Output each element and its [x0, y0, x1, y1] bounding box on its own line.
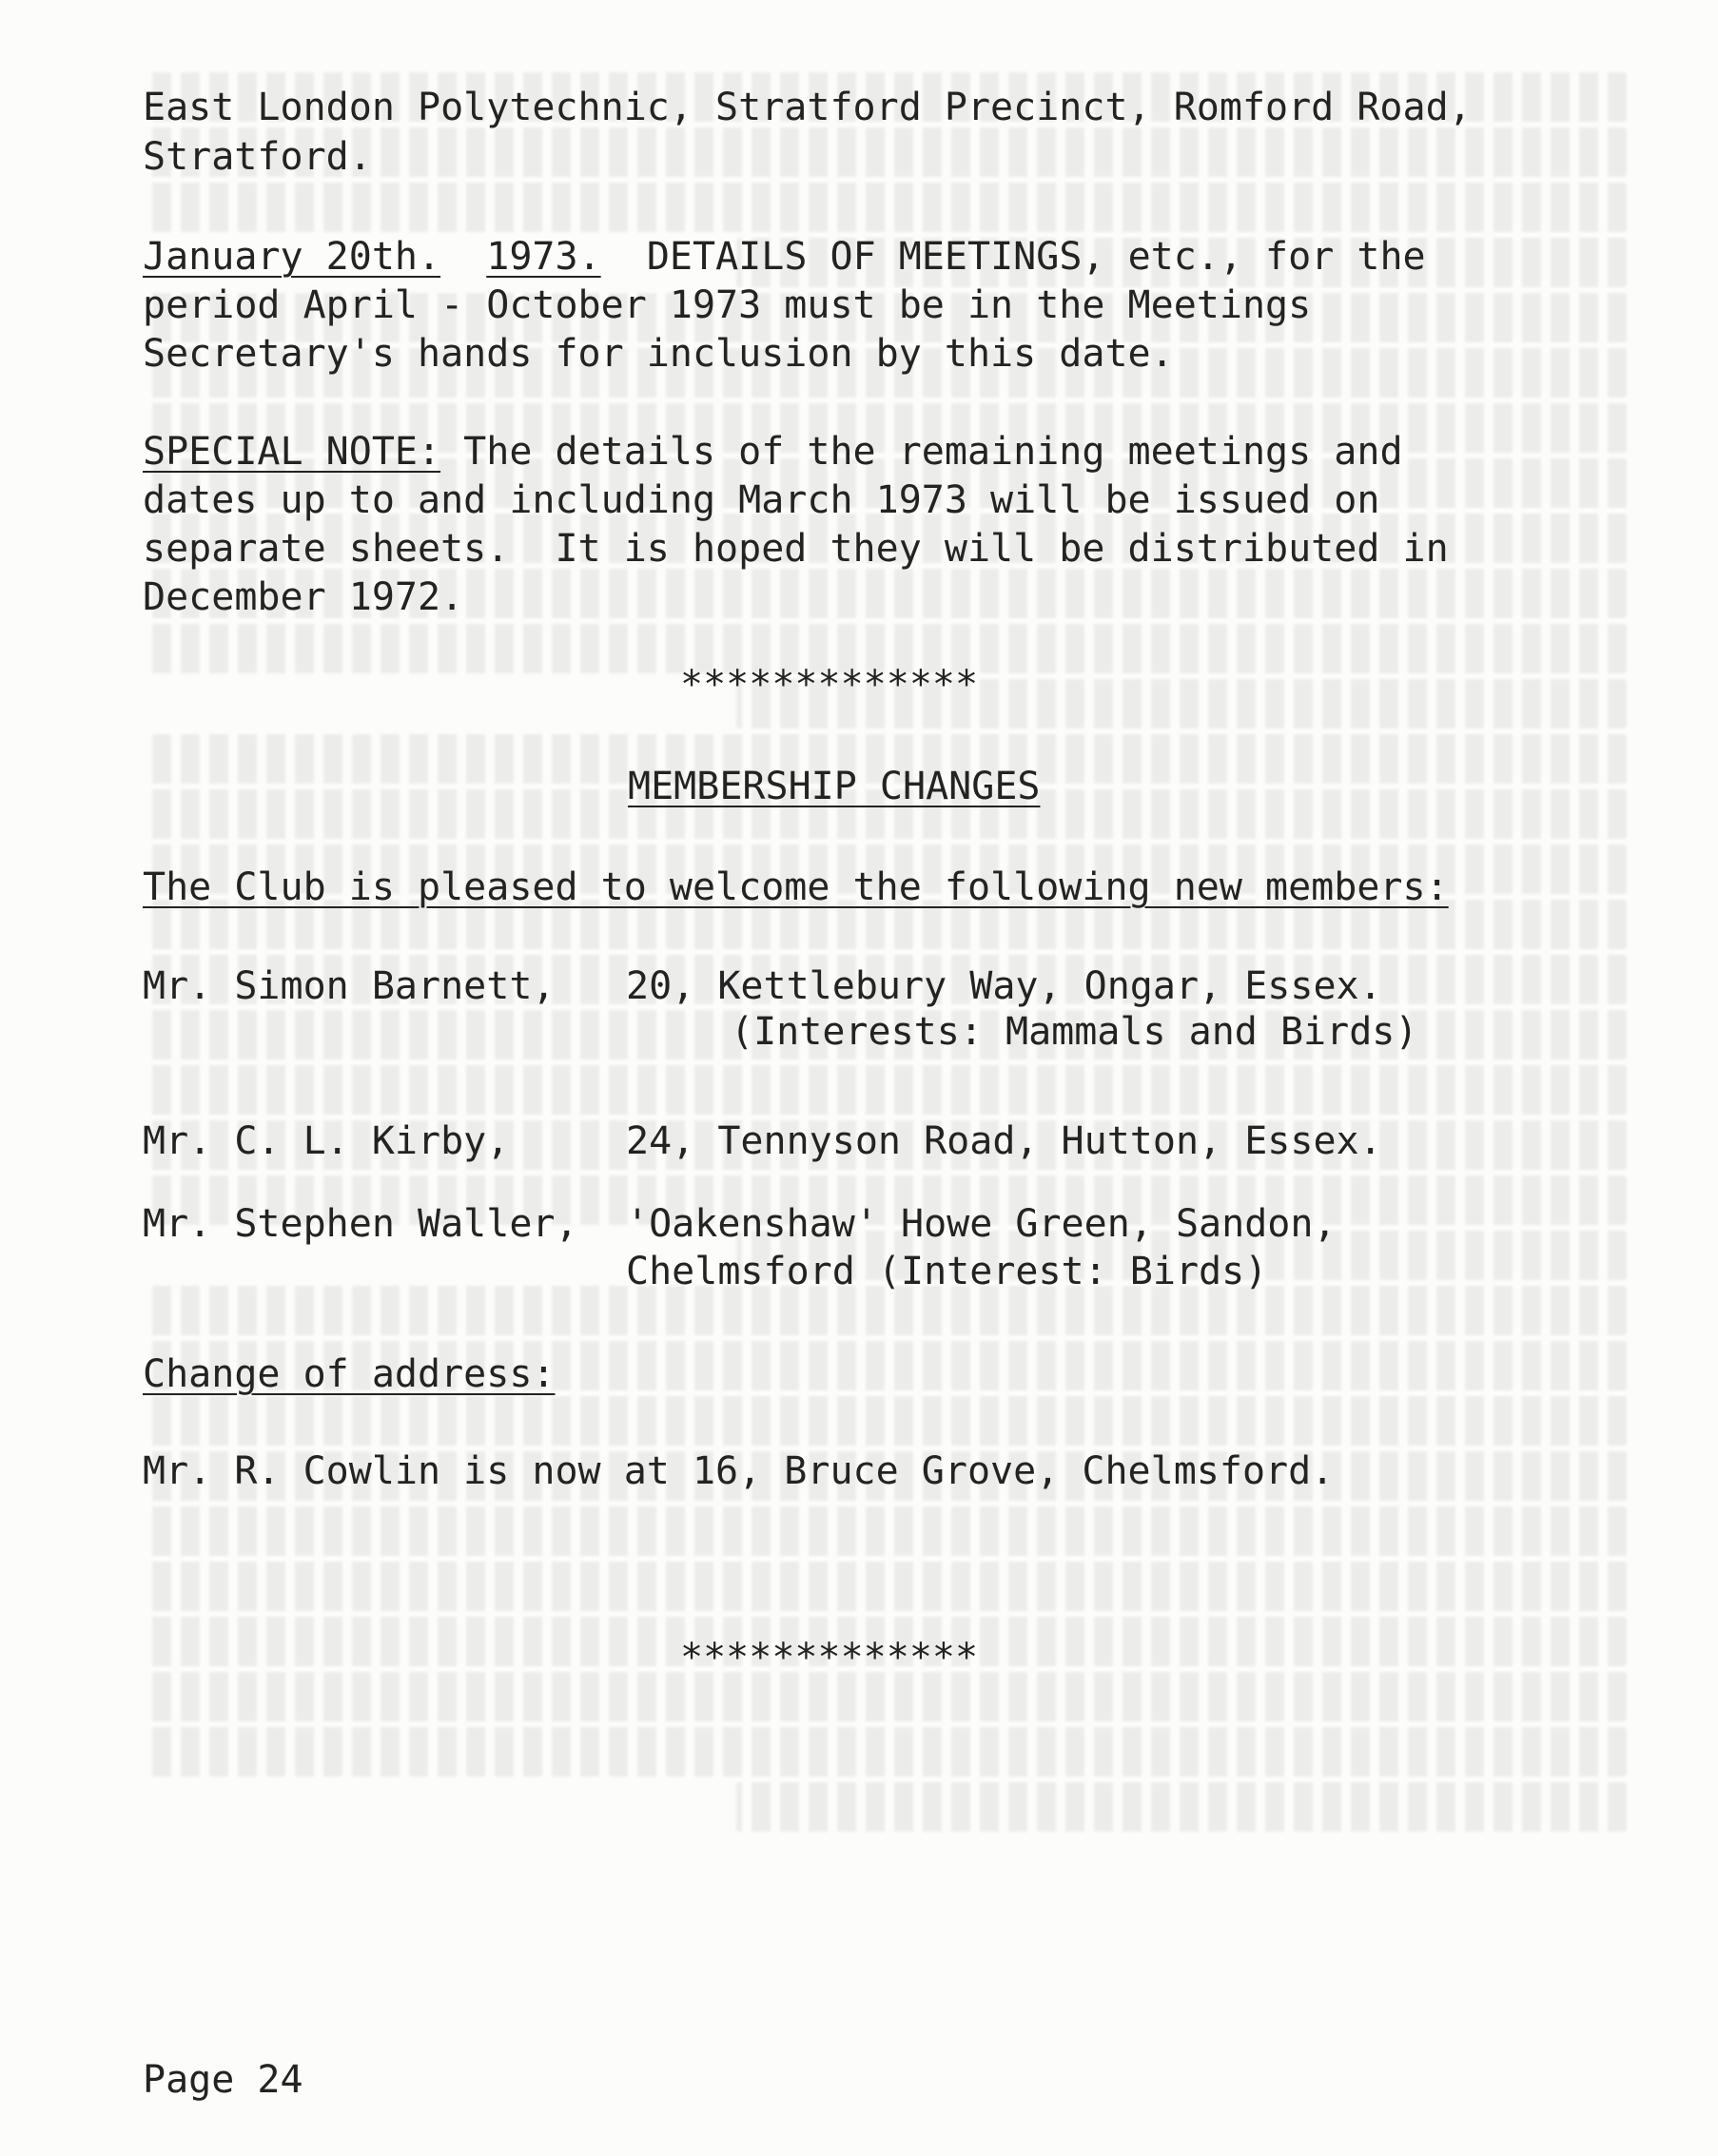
- special-note-line-3: separate sheets. It is hoped they will be distributed in: [143, 527, 1449, 571]
- member-name-2: Mr. C. L. Kirby,: [143, 1119, 510, 1163]
- membership-welcome: The Club is pleased to welcome the following new members:: [143, 865, 1449, 909]
- deadline-line-2: period April - October 1973 must be in the Meetings: [143, 283, 1312, 327]
- deadline-line-1: [143, 233, 1426, 281]
- separator-stars: *************: [680, 663, 979, 707]
- member-interests-1: (Interests: Mammals and Birds): [731, 1010, 1418, 1054]
- change-of-address-heading: Change of address:: [143, 1352, 556, 1396]
- intro-line-2: Stratford.: [143, 135, 372, 179]
- deadline-line-1-rest: DETAILS OF MEETINGS, etc., for the: [646, 235, 1426, 279]
- special-note-line-1: [143, 428, 1403, 476]
- deadline-line-3: Secretary's hands for inclusion by this date.: [143, 332, 1174, 376]
- special-note-label: SPECIAL NOTE:: [143, 430, 441, 474]
- membership-heading: MEMBERSHIP CHANGES: [628, 765, 1041, 808]
- deadline-date: January 20th.: [143, 235, 441, 279]
- change-of-address-text: Mr. R. Cowlin is now at 16, Bruce Grove, Chelmsford.: [143, 1449, 1335, 1493]
- special-note-line-1-rest: The details of the remaining meetings and: [440, 430, 1403, 474]
- member-address-1: 20, Kettlebury Way, Ongar, Essex.: [626, 964, 1382, 1008]
- member-address-2: 24, Tennyson Road, Hutton, Essex.: [626, 1119, 1382, 1163]
- special-note-line-4: December 1972.: [143, 575, 464, 619]
- member-name-3: Mr. Stephen Waller,: [143, 1202, 578, 1246]
- page-number: Page 24: [143, 2058, 303, 2102]
- special-note-line-2: dates up to and including March 1973 will be issued on: [143, 478, 1380, 522]
- intro-line-1: East London Polytechnic, Stratford Precinct, Romford Road,: [143, 86, 1472, 129]
- separator-stars-2: *************: [680, 1636, 979, 1680]
- member-name-1: Mr. Simon Barnett,: [143, 964, 556, 1008]
- member-address-3: 'Oakenshaw' Howe Green, Sandon,: [626, 1202, 1337, 1246]
- deadline-year: 1973.: [486, 235, 601, 279]
- member-interests-3: Chelmsford (Interest: Birds): [626, 1250, 1268, 1293]
